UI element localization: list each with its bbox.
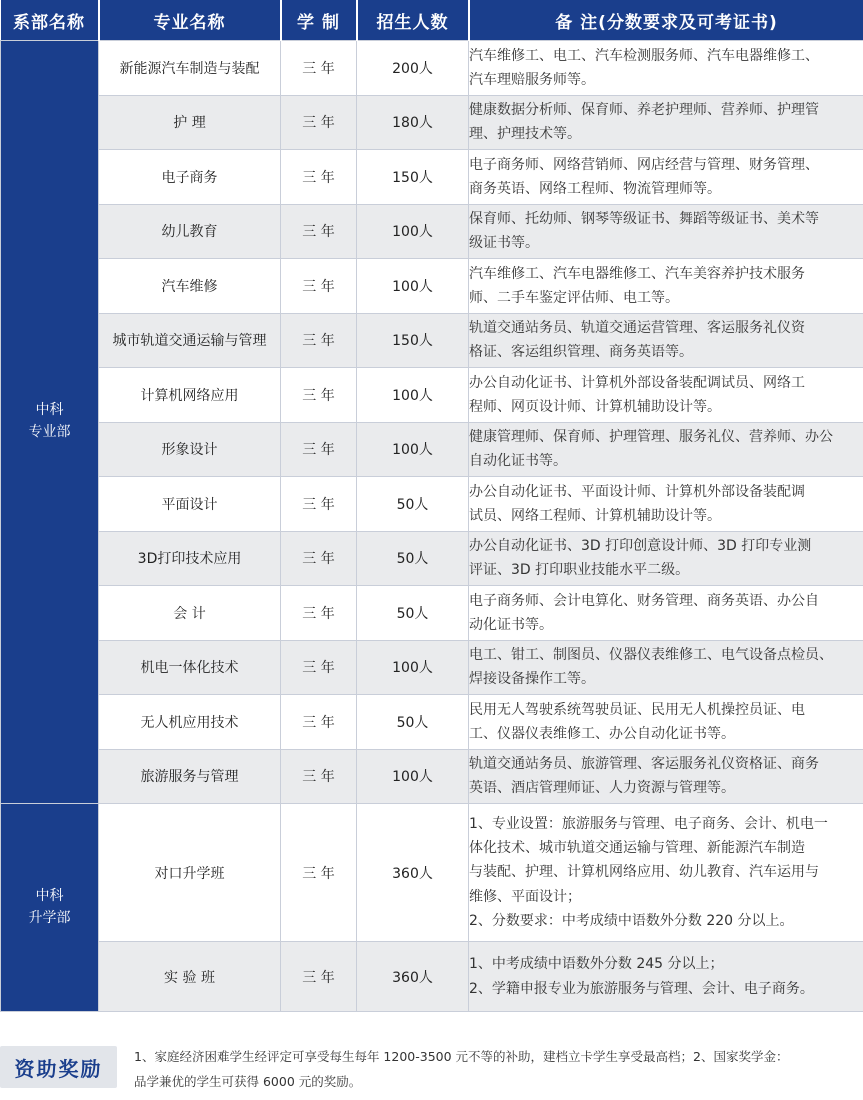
- note-line: 办公自动化证书、平面设计师、计算机外部设备装配调: [469, 483, 805, 500]
- notes-cell: [469, 942, 863, 1012]
- major-name-cell: 平面设计: [99, 477, 281, 532]
- major-name-cell: 形象设计: [99, 422, 281, 477]
- major-name-cell: 幼儿教育: [99, 204, 281, 259]
- notes-cell: [469, 640, 863, 695]
- note-line: 工、仪器仪表维修工、办公自动化证书等。: [469, 725, 735, 742]
- department-name-line: 中科: [35, 402, 64, 419]
- note-line: 电工、钳工、制图员、仪器仪表维修工、电气设备点检员、: [469, 647, 833, 664]
- table-row: [1, 531, 863, 586]
- notes-cell: [469, 150, 863, 205]
- department-cell: [1, 41, 99, 804]
- note-line: 级证书等。: [469, 235, 539, 252]
- financial-aid-badge: 资助奖励: [0, 1046, 117, 1088]
- financial-aid-text: [134, 1044, 860, 1094]
- major-name-cell: 对口升学班: [99, 804, 281, 942]
- enrollment-count-cell: 100人: [357, 368, 469, 423]
- table-row: [1, 259, 863, 314]
- note-line: 英语、酒店管理师证、人力资源与管理等。: [469, 780, 735, 797]
- header-years: 学 制: [281, 0, 357, 41]
- table-row: [1, 640, 863, 695]
- duration-cell: 三 年: [281, 41, 357, 96]
- duration-cell: 三 年: [281, 640, 357, 695]
- table-row: [1, 749, 863, 804]
- duration-cell: 三 年: [281, 477, 357, 532]
- duration-cell: 三 年: [281, 150, 357, 205]
- enrollment-count-cell: 200人: [357, 41, 469, 96]
- enrollment-count-cell: 50人: [357, 531, 469, 586]
- duration-cell: 三 年: [281, 531, 357, 586]
- duration-cell: 三 年: [281, 95, 357, 150]
- header-major: 专业名称: [99, 0, 281, 41]
- note-line: 焊接设备操作工等。: [469, 671, 595, 688]
- duration-cell: 三 年: [281, 259, 357, 314]
- notes-cell: [469, 422, 863, 477]
- major-name-cell: 实 验 班: [99, 942, 281, 1012]
- notes-cell: [469, 531, 863, 586]
- major-name-cell: 会 计: [99, 586, 281, 641]
- header-notes: 备 注(分数要求及可考证书): [469, 0, 863, 41]
- table-row: [1, 942, 863, 1012]
- duration-cell: 三 年: [281, 804, 357, 942]
- note-line: 2、学籍申报专业为旅游服务与管理、会计、电子商务。: [469, 980, 814, 997]
- enrollment-count-cell: 50人: [357, 586, 469, 641]
- note-line: 商务英语、网络工程师、物流管理师等。: [469, 180, 721, 197]
- note-line: 维修、平面设计；: [469, 888, 581, 905]
- note-line: 电子商务师、网络营销师、网店经营与管理、财务管理、: [469, 156, 819, 173]
- note-line: 与装配、护理、计算机网络应用、幼儿教育、汽车运用与: [469, 864, 819, 881]
- notes-cell: [469, 477, 863, 532]
- note-line: 电子商务师、会计电算化、财务管理、商务英语、办公自: [469, 592, 819, 609]
- note-line: 理、护理技术等。: [469, 126, 581, 143]
- table-row: [1, 422, 863, 477]
- table-row: [1, 95, 863, 150]
- major-name-cell: 机电一体化技术: [99, 640, 281, 695]
- note-line: 保育师、托幼师、钢琴等级证书、舞蹈等级证书、美术等: [469, 211, 819, 228]
- financial-aid-line: 1、家庭经济困难学生经评定可享受每生每年 1200-3500 元不等的补助，建档立卡学生享受最高档；2、国家奖学金：: [134, 1049, 789, 1064]
- note-line: 1、专业设置：旅游服务与管理、电子商务、会计、机电一: [469, 816, 828, 833]
- note-line: 师、二手车鉴定评估师、电工等。: [469, 289, 679, 306]
- major-name-cell: 无人机应用技术: [99, 695, 281, 750]
- table-row: [1, 586, 863, 641]
- notes-cell: [469, 95, 863, 150]
- note-line: 民用无人驾驶系统驾驶员证、民用无人机操控员证、电: [469, 701, 805, 718]
- duration-cell: 三 年: [281, 368, 357, 423]
- note-line: 办公自动化证书、3D 打印创意设计师、3D 打印专业测: [469, 538, 812, 555]
- major-name-cell: 护 理: [99, 95, 281, 150]
- note-line: 健康管理师、保育师、护理管理、服务礼仪、营养师、办公: [469, 429, 833, 446]
- note-line: 动化证书等。: [469, 616, 553, 633]
- table-row: [1, 204, 863, 259]
- note-line: 试员、网络工程师、计算机辅助设计等。: [469, 507, 721, 524]
- enrollment-count-cell: 100人: [357, 422, 469, 477]
- table-row: [1, 41, 863, 96]
- header-enrollment: 招生人数: [357, 0, 469, 41]
- note-line: 健康数据分析师、保育师、养老护理师、营养师、护理管: [469, 102, 819, 119]
- notes-cell: [469, 259, 863, 314]
- major-name-cell: 新能源汽车制造与装配: [99, 41, 281, 96]
- notes-cell: [469, 41, 863, 96]
- note-line: 2、分数要求：中考成绩中语数外分数 220 分以上。: [469, 912, 794, 929]
- enrollment-count-cell: 150人: [357, 313, 469, 368]
- notes-cell: [469, 804, 863, 942]
- major-name-cell: 电子商务: [99, 150, 281, 205]
- department-name-line: 专业部: [28, 424, 71, 440]
- note-line: 程师、网页设计师、计算机辅助设计等。: [469, 398, 721, 415]
- duration-cell: 三 年: [281, 749, 357, 804]
- note-line: 轨道交通站务员、轨道交通运营管理、客运服务礼仪资: [469, 320, 805, 337]
- notes-cell: [469, 204, 863, 259]
- table-row: [1, 368, 863, 423]
- note-line: 汽车维修工、电工、汽车检测服务师、汽车电器维修工、: [469, 47, 819, 64]
- financial-aid-section: [0, 1030, 863, 1100]
- note-line: 汽车理赔服务师等。: [469, 71, 595, 88]
- duration-cell: 三 年: [281, 586, 357, 641]
- note-line: 办公自动化证书、计算机外部设备装配调试员、网络工: [469, 374, 805, 391]
- financial-aid-line: 品学兼优的学生可获得 6000 元的奖励。: [134, 1074, 362, 1089]
- enrollment-count-cell: 100人: [357, 640, 469, 695]
- notes-cell: [469, 586, 863, 641]
- duration-cell: 三 年: [281, 204, 357, 259]
- enrollment-count-cell: 100人: [357, 749, 469, 804]
- enrollment-count-cell: 100人: [357, 204, 469, 259]
- note-line: 体化技术、城市轨道交通运输与管理、新能源汽车制造: [469, 840, 805, 857]
- enrollment-count-cell: 360人: [357, 804, 469, 942]
- note-line: 评证、3D 打印职业技能水平二级。: [469, 562, 690, 579]
- enrollment-count-cell: 360人: [357, 942, 469, 1012]
- enrollment-count-cell: 100人: [357, 259, 469, 314]
- department-name-line: 升学部: [28, 909, 71, 926]
- duration-cell: 三 年: [281, 695, 357, 750]
- department-cell: [1, 804, 99, 1012]
- note-line: 汽车维修工、汽车电器维修工、汽车美容养护技术服务: [469, 265, 805, 282]
- table-row: [1, 477, 863, 532]
- major-name-cell: 城市轨道交通运输与管理: [99, 313, 281, 368]
- table-row: [1, 695, 863, 750]
- table-row: [1, 804, 863, 942]
- note-line: 1、中考成绩中语数外分数 245 分以上；: [469, 956, 724, 973]
- table-row: [1, 150, 863, 205]
- note-line: 自动化证书等。: [469, 453, 567, 470]
- major-name-cell: 旅游服务与管理: [99, 749, 281, 804]
- enrollment-count-cell: 50人: [357, 695, 469, 750]
- notes-cell: [469, 749, 863, 804]
- duration-cell: 三 年: [281, 313, 357, 368]
- notes-cell: [469, 313, 863, 368]
- enrollment-count-cell: 50人: [357, 477, 469, 532]
- header-department: 系部名称: [1, 0, 99, 41]
- duration-cell: 三 年: [281, 422, 357, 477]
- note-line: 轨道交通站务员、旅游管理、客运服务礼仪资格证、商务: [469, 756, 819, 773]
- notes-cell: [469, 368, 863, 423]
- notes-cell: [469, 695, 863, 750]
- major-name-cell: 计算机网络应用: [99, 368, 281, 423]
- department-name-line: 中科: [35, 887, 64, 904]
- enrollment-count-cell: 150人: [357, 150, 469, 205]
- major-name-cell: 3D打印技术应用: [99, 531, 281, 586]
- table-header-row: [1, 0, 863, 41]
- duration-cell: 三 年: [281, 942, 357, 1012]
- enrollment-count-cell: 180人: [357, 95, 469, 150]
- major-name-cell: 汽车维修: [99, 259, 281, 314]
- note-line: 格证、客运组织管理、商务英语等。: [469, 344, 693, 361]
- table-row: [1, 313, 863, 368]
